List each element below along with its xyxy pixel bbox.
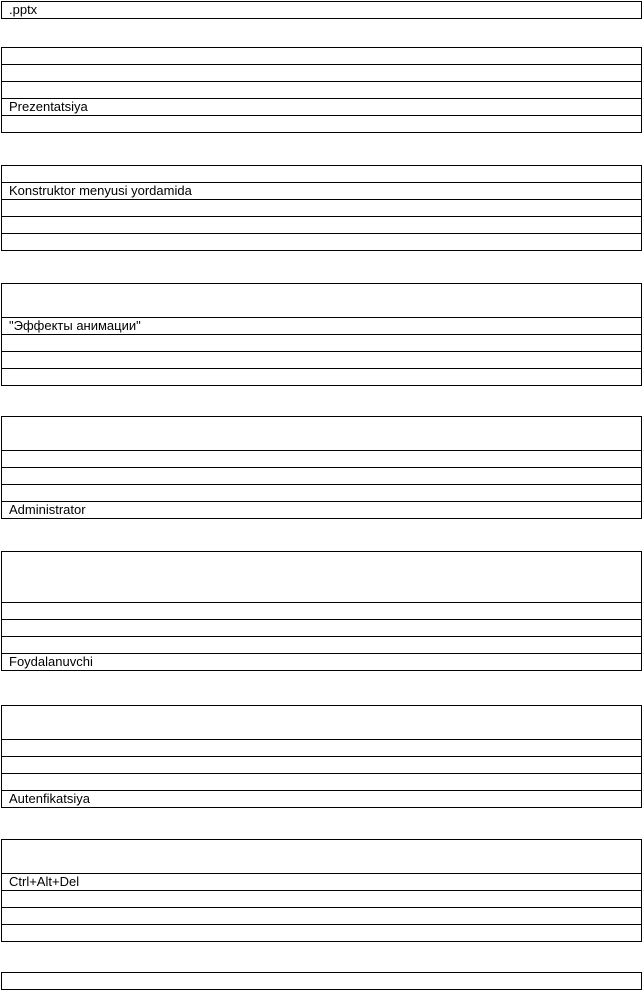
table-cell — [2, 99, 642, 116]
table-row — [2, 217, 642, 234]
cell-text — [9, 552, 641, 553]
table-row — [2, 284, 642, 318]
table-row — [2, 369, 642, 386]
table-row — [2, 925, 642, 942]
table-row — [2, 99, 642, 116]
table-row — [2, 335, 642, 352]
table-cell — [2, 791, 642, 808]
cell-text — [9, 335, 641, 336]
table-cell — [2, 874, 642, 891]
cell-text: "Эффекты анимации" — [9, 318, 141, 333]
table-row — [2, 200, 642, 217]
table-cell — [2, 603, 642, 620]
answer-table-1 — [1, 1, 642, 19]
cell-text — [9, 166, 641, 167]
table-row — [2, 468, 642, 485]
cell-text: Konstruktor menyusi yordamida — [9, 183, 192, 198]
cell-text — [9, 891, 641, 892]
cell-text — [9, 740, 641, 741]
answer-table-7 — [1, 705, 642, 808]
table-row — [2, 740, 642, 757]
table-cell — [2, 552, 642, 603]
answer-table-3 — [1, 165, 642, 251]
cell-text — [9, 706, 641, 707]
answer-table-8 — [1, 839, 642, 942]
cell-text — [9, 925, 641, 926]
table-cell — [2, 284, 642, 318]
cell-text — [9, 417, 641, 418]
table-row — [2, 417, 642, 451]
table-cell — [2, 468, 642, 485]
cell-text — [9, 284, 641, 285]
table-row — [2, 620, 642, 637]
table-cell — [2, 48, 642, 65]
table-cell — [2, 2, 642, 19]
cell-text: Prezentatsiya — [9, 99, 88, 114]
cell-text — [9, 352, 641, 353]
table-cell — [2, 908, 642, 925]
table-row — [2, 166, 642, 183]
cell-text — [9, 908, 641, 909]
cell-text — [9, 217, 641, 218]
table-cell — [2, 502, 642, 519]
table-row — [2, 485, 642, 502]
table-cell — [2, 369, 642, 386]
table-row — [2, 65, 642, 82]
table-cell — [2, 891, 642, 908]
table-cell — [2, 183, 642, 200]
table-row — [2, 183, 642, 200]
table-cell — [2, 973, 642, 990]
table-row — [2, 874, 642, 891]
answer-table-9 — [1, 972, 642, 990]
table-cell — [2, 82, 642, 99]
table-cell — [2, 116, 642, 133]
cell-text: Administrator — [9, 502, 86, 517]
table-row — [2, 840, 642, 874]
table-cell — [2, 217, 642, 234]
table-cell — [2, 417, 642, 451]
cell-text — [9, 973, 641, 974]
table-cell — [2, 654, 642, 671]
cell-text — [9, 451, 641, 452]
cell-text: Ctrl+Alt+Del — [9, 874, 80, 889]
cell-text — [9, 840, 641, 841]
cell-text: .pptx — [9, 2, 38, 17]
answer-table-4 — [1, 283, 642, 386]
cell-text — [9, 485, 641, 486]
table-cell — [2, 925, 642, 942]
table-row — [2, 82, 642, 99]
table-cell — [2, 637, 642, 654]
cell-text — [9, 774, 641, 775]
table-row — [2, 654, 642, 671]
table-cell — [2, 200, 642, 217]
cell-text — [9, 603, 641, 604]
table-cell — [2, 352, 642, 369]
table-cell — [2, 318, 642, 335]
table-cell — [2, 65, 642, 82]
table-cell — [2, 485, 642, 502]
table-row — [2, 774, 642, 791]
cell-text — [9, 82, 641, 83]
cell-text — [9, 200, 641, 201]
cell-text — [9, 116, 641, 117]
table-row — [2, 2, 642, 19]
table-row — [2, 637, 642, 654]
answer-table-5 — [1, 416, 642, 519]
cell-text — [9, 369, 641, 370]
cell-text — [9, 234, 641, 235]
table-row — [2, 791, 642, 808]
cell-text — [9, 65, 641, 66]
table-cell — [2, 757, 642, 774]
answer-table-6 — [1, 551, 642, 671]
table-row — [2, 318, 642, 335]
cell-text — [9, 620, 641, 621]
table-cell — [2, 451, 642, 468]
cell-text — [9, 757, 641, 758]
table-cell — [2, 740, 642, 757]
cell-text — [9, 637, 641, 638]
answer-table-2 — [1, 47, 642, 133]
cell-text — [9, 48, 641, 49]
table-row — [2, 757, 642, 774]
cell-text — [9, 468, 641, 469]
table-row — [2, 48, 642, 65]
table-cell — [2, 840, 642, 874]
table-row — [2, 451, 642, 468]
table-row — [2, 234, 642, 251]
cell-text: Autenfikatsiya — [9, 791, 90, 806]
table-row — [2, 502, 642, 519]
table-row — [2, 352, 642, 369]
table-row — [2, 973, 642, 990]
table-row — [2, 116, 642, 133]
table-cell — [2, 234, 642, 251]
table-cell — [2, 706, 642, 740]
table-row — [2, 891, 642, 908]
table-cell — [2, 335, 642, 352]
table-row — [2, 552, 642, 603]
table-row — [2, 603, 642, 620]
table-row — [2, 706, 642, 740]
table-row — [2, 908, 642, 925]
cell-text: Foydalanuvchi — [9, 654, 93, 669]
table-cell — [2, 774, 642, 791]
table-cell — [2, 166, 642, 183]
table-cell — [2, 620, 642, 637]
